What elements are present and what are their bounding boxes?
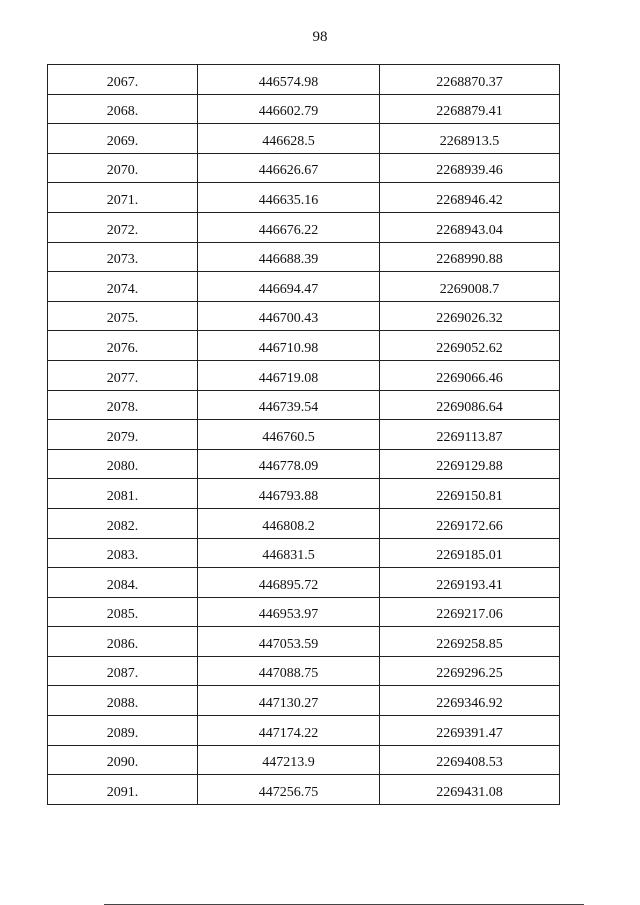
point-number-cell: 2067.	[48, 65, 198, 95]
x-coordinate-cell: 446895.72	[198, 568, 380, 598]
coordinates-table-body	[48, 65, 560, 805]
x-coordinate-cell: 446808.2	[198, 508, 380, 538]
x-coordinate-cell: 446760.5	[198, 420, 380, 450]
x-coordinate-cell: 446628.5	[198, 124, 380, 154]
table-row	[48, 65, 560, 95]
point-number-cell: 2068.	[48, 94, 198, 124]
y-coordinate-cell: 2268939.46	[380, 153, 560, 183]
x-coordinate-cell: 446635.16	[198, 183, 380, 213]
table-row	[48, 449, 560, 479]
y-coordinate-cell: 2268946.42	[380, 183, 560, 213]
table-row	[48, 94, 560, 124]
x-coordinate-cell: 446688.39	[198, 242, 380, 272]
table-row	[48, 627, 560, 657]
y-coordinate-cell: 2269026.32	[380, 301, 560, 331]
point-number-cell: 2083.	[48, 538, 198, 568]
table-row	[48, 183, 560, 213]
y-coordinate-cell: 2269431.08	[380, 775, 560, 805]
table-row	[48, 538, 560, 568]
y-coordinate-cell: 2269008.7	[380, 272, 560, 302]
table-row	[48, 508, 560, 538]
x-coordinate-cell: 447174.22	[198, 716, 380, 746]
table-row	[48, 568, 560, 598]
point-number-cell: 2081.	[48, 479, 198, 509]
table-row	[48, 716, 560, 746]
point-number-cell: 2084.	[48, 568, 198, 598]
table-row	[48, 242, 560, 272]
y-coordinate-cell: 2269217.06	[380, 597, 560, 627]
y-coordinate-cell: 2269172.66	[380, 508, 560, 538]
point-number-cell: 2080.	[48, 449, 198, 479]
y-coordinate-cell: 2268879.41	[380, 94, 560, 124]
point-number-cell: 2088.	[48, 686, 198, 716]
x-coordinate-cell: 446710.98	[198, 331, 380, 361]
point-number-cell: 2070.	[48, 153, 198, 183]
table-row	[48, 479, 560, 509]
y-coordinate-cell: 2269113.87	[380, 420, 560, 450]
y-coordinate-cell: 2268870.37	[380, 65, 560, 95]
x-coordinate-cell: 446831.5	[198, 538, 380, 568]
x-coordinate-cell: 446719.08	[198, 360, 380, 390]
point-number-cell: 2086.	[48, 627, 198, 657]
table-row	[48, 272, 560, 302]
y-coordinate-cell: 2269086.64	[380, 390, 560, 420]
x-coordinate-cell: 446694.47	[198, 272, 380, 302]
point-number-cell: 2085.	[48, 597, 198, 627]
y-coordinate-cell: 2269391.47	[380, 716, 560, 746]
table-row	[48, 301, 560, 331]
point-number-cell: 2072.	[48, 212, 198, 242]
table-row	[48, 153, 560, 183]
y-coordinate-cell: 2268943.04	[380, 212, 560, 242]
point-number-cell: 2071.	[48, 183, 198, 213]
point-number-cell: 2069.	[48, 124, 198, 154]
point-number-cell: 2090.	[48, 745, 198, 775]
point-number-cell: 2089.	[48, 716, 198, 746]
table-row	[48, 390, 560, 420]
table-row	[48, 420, 560, 450]
point-number-cell: 2079.	[48, 420, 198, 450]
x-coordinate-cell: 446602.79	[198, 94, 380, 124]
point-number-cell: 2074.	[48, 272, 198, 302]
point-number-cell: 2076.	[48, 331, 198, 361]
x-coordinate-cell: 447130.27	[198, 686, 380, 716]
coordinates-table	[47, 64, 560, 805]
y-coordinate-cell: 2269129.88	[380, 449, 560, 479]
table-row	[48, 656, 560, 686]
point-number-cell: 2091.	[48, 775, 198, 805]
table-row	[48, 124, 560, 154]
y-coordinate-cell: 2269258.85	[380, 627, 560, 657]
x-coordinate-cell: 446739.54	[198, 390, 380, 420]
y-coordinate-cell: 2269185.01	[380, 538, 560, 568]
x-coordinate-cell: 447088.75	[198, 656, 380, 686]
y-coordinate-cell: 2269408.53	[380, 745, 560, 775]
table-row	[48, 597, 560, 627]
point-number-cell: 2082.	[48, 508, 198, 538]
x-coordinate-cell: 446700.43	[198, 301, 380, 331]
y-coordinate-cell: 2269066.46	[380, 360, 560, 390]
y-coordinate-cell: 2268913.5	[380, 124, 560, 154]
point-number-cell: 2075.	[48, 301, 198, 331]
page-number: 98	[312, 29, 328, 45]
x-coordinate-cell: 446793.88	[198, 479, 380, 509]
x-coordinate-cell: 446778.09	[198, 449, 380, 479]
y-coordinate-cell: 2269193.41	[380, 568, 560, 598]
table-row	[48, 331, 560, 361]
y-coordinate-cell: 2268990.88	[380, 242, 560, 272]
y-coordinate-cell: 2269346.92	[380, 686, 560, 716]
point-number-cell: 2077.	[48, 360, 198, 390]
x-coordinate-cell: 447256.75	[198, 775, 380, 805]
table-row	[48, 212, 560, 242]
y-coordinate-cell: 2269052.62	[380, 331, 560, 361]
point-number-cell: 2078.	[48, 390, 198, 420]
table-row	[48, 360, 560, 390]
point-number-cell: 2073.	[48, 242, 198, 272]
x-coordinate-cell: 446953.97	[198, 597, 380, 627]
x-coordinate-cell: 446626.67	[198, 153, 380, 183]
table-row	[48, 745, 560, 775]
x-coordinate-cell: 446676.22	[198, 212, 380, 242]
y-coordinate-cell: 2269296.25	[380, 656, 560, 686]
x-coordinate-cell: 446574.98	[198, 65, 380, 95]
table-row	[48, 686, 560, 716]
x-coordinate-cell: 447213.9	[198, 745, 380, 775]
y-coordinate-cell: 2269150.81	[380, 479, 560, 509]
x-coordinate-cell: 447053.59	[198, 627, 380, 657]
point-number-cell: 2087.	[48, 656, 198, 686]
table-row	[48, 775, 560, 805]
